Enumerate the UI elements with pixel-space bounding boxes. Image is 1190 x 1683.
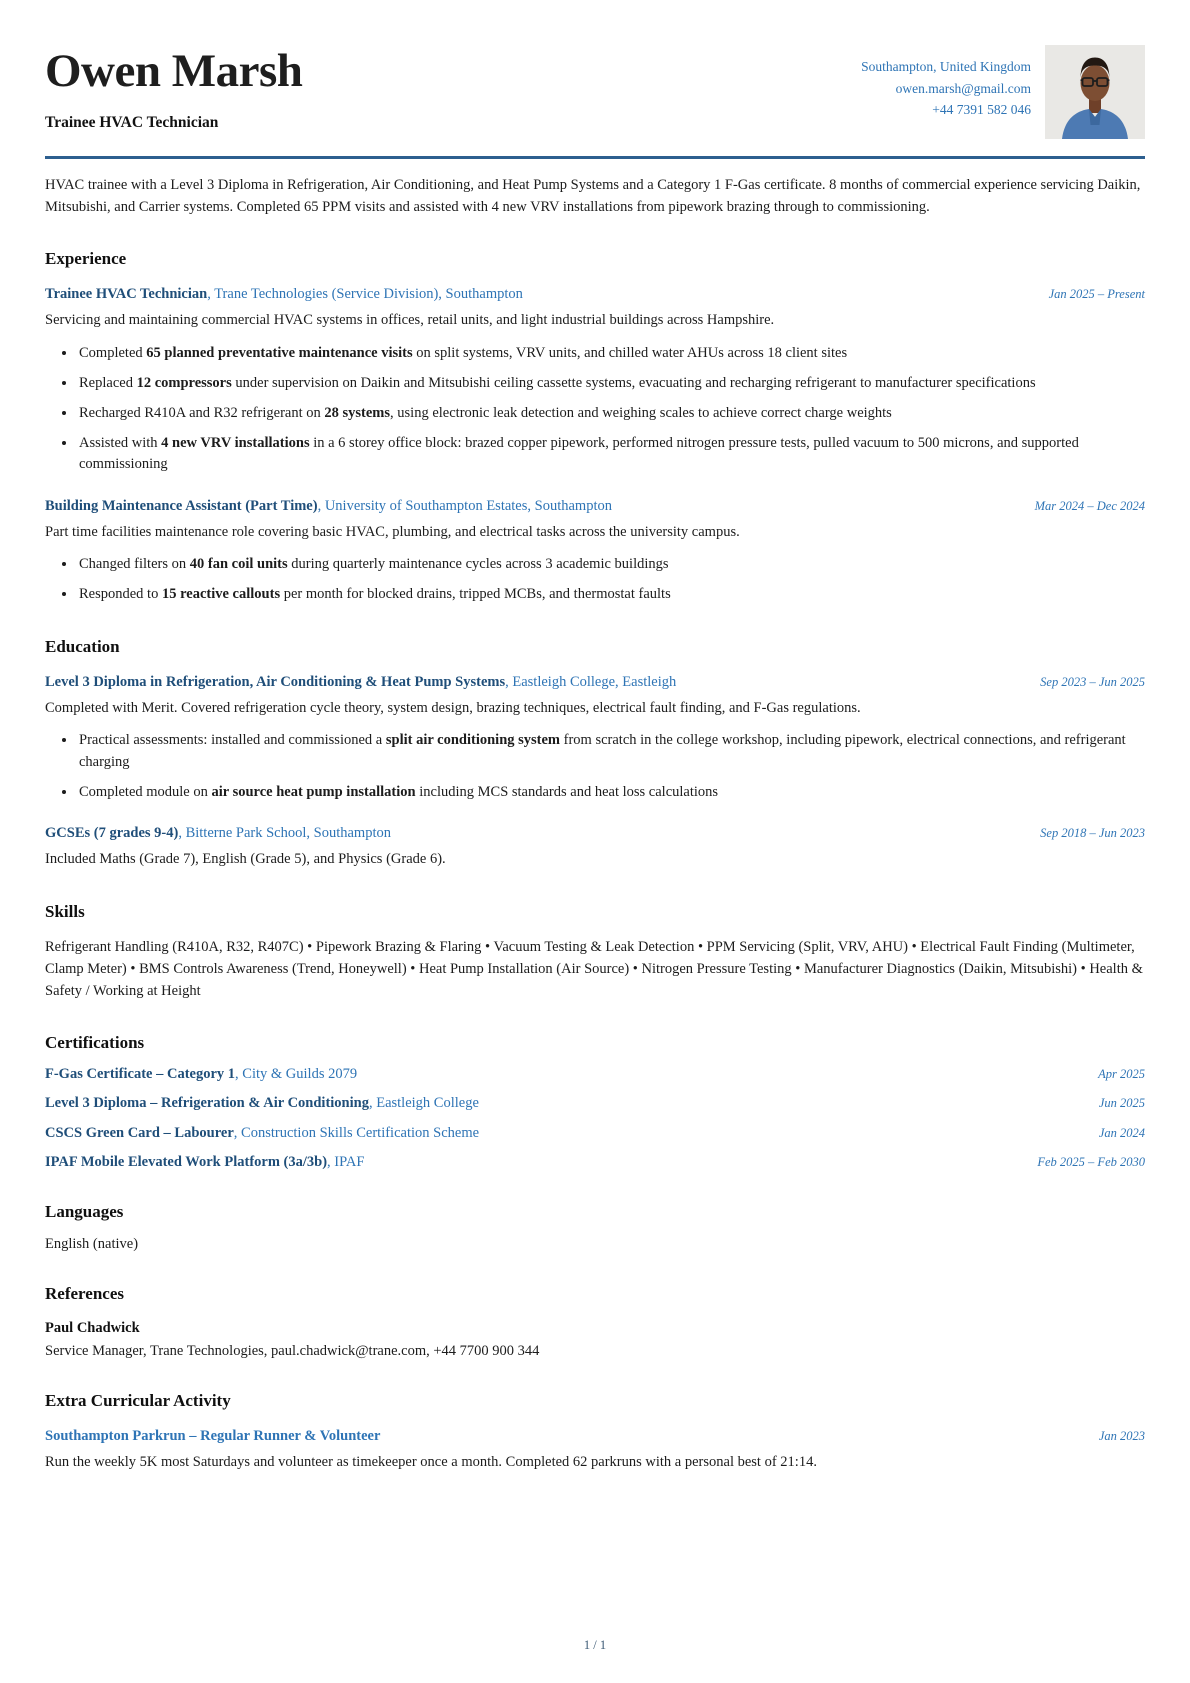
section-education xyxy=(45,637,1145,871)
entry-head xyxy=(45,286,1145,303)
cert-date: Jan 2024 xyxy=(1098,1125,1145,1140)
entry-description: Run the weekly 5K most Saturdays and volunteer as timekeeper once a month. Completed 62 parkruns with a personal best of 21:14. xyxy=(45,1454,817,1471)
cert-date: Feb 2025 – Feb 2030 xyxy=(1037,1155,1145,1170)
entry-description: Completed with Merit. Covered refrigeration cycle theory, system design, brazing techniques, electrical fault finding, and F-Gas regulations. xyxy=(45,699,861,716)
contact-block xyxy=(861,56,1031,121)
extra-entry xyxy=(45,1428,1145,1474)
bullet-item: • Completed 65 planned preventative maintenance visits on split systems, VRV units, and chilled water AHUs across 18 client sites xyxy=(77,343,1145,364)
entry-title: Trainee HVAC Technician xyxy=(45,286,208,303)
languages-text: English (native) xyxy=(45,1236,139,1253)
bullet-item: • Completed module on air source heat pump installation including MCS standards and heat loss calculations xyxy=(77,782,1145,803)
page-number: 1 / 1 xyxy=(583,1638,607,1652)
section-languages xyxy=(45,1202,1145,1253)
bullet-list xyxy=(45,343,1145,476)
entry-date: Sep 2018 – Jun 2023 xyxy=(1040,826,1145,841)
cert-title: F-Gas Certificate – Category 1 xyxy=(45,1065,236,1082)
entry-title-line xyxy=(45,674,1016,691)
reference-details: Service Manager, Trane Technologies, paul.chadwick@trane.com, +44 7700 900 344 xyxy=(45,1343,540,1360)
entry-title: Level 3 Diploma in Refrigeration, Air Conditioning & Heat Pump Systems xyxy=(45,673,506,690)
experience-entry xyxy=(45,286,1145,476)
entry-description: Included Maths (Grade 7), English (Grade 5), and Physics (Grade 6). xyxy=(45,851,446,868)
entry-org: , Eastleigh College, Eastleigh xyxy=(505,673,677,690)
entry-org: , University of Southampton Estates, Southampton xyxy=(317,497,612,514)
cert-title: Level 3 Diploma – Refrigeration & Air Conditioning xyxy=(45,1095,369,1112)
cert-date: Apr 2025 xyxy=(1098,1066,1145,1081)
bullet-item: • Assisted with 4 new VRV installations in a 6 storey office block: brazed copper pipework, performed nitrogen pressure tests, pulled vacuum to 500 microns, and supported commissioning xyxy=(77,433,1145,476)
cert-issuer: , City & Guilds 2079 xyxy=(235,1065,358,1082)
certification-row xyxy=(45,1095,1145,1112)
entry-head xyxy=(45,674,1145,691)
education-entry xyxy=(45,674,1145,804)
entry-title-line xyxy=(45,825,1016,842)
entry-head xyxy=(45,825,1145,842)
entry-date: Jan 2025 – Present xyxy=(1048,287,1145,302)
bullet-item: • Changed filters on 40 fan coil units during quarterly maintenance cycles across 3 academic buildings xyxy=(77,554,1145,575)
bullet-item: • Recharged R410A and R32 refrigerant on 28 systems, using electronic leak detection and weighing scales to achieve correct charge weights xyxy=(77,403,1145,424)
entry-head xyxy=(45,498,1145,515)
entry-description: Servicing and maintaining commercial HVAC systems in offices, retail units, and light industrial buildings across Hampshire. xyxy=(45,312,775,329)
section-extra-curricular xyxy=(45,1391,1145,1474)
section-experience xyxy=(45,249,1145,606)
education-entry xyxy=(45,825,1145,871)
bullet-list xyxy=(45,730,1145,803)
header-identity xyxy=(45,40,861,132)
job-title-subtitle: Trainee HVAC Technician xyxy=(45,113,219,131)
summary-text: HVAC trainee with a Level 3 Diploma in Refrigeration, Air Conditioning, and Heat Pump Systems and a Category 1 F-Gas certificate. 8 months of commercial experience servicing Daikin, Mitsubishi, and Carrier systems. Completed 65 PPM visits and assisted with 4 new VRV installations from pipework brazing through to commissioning. xyxy=(45,177,1141,216)
bullet-item: • Replaced 12 compressors under supervision on Daikin and Mitsubishi ceiling cassette systems, evacuating and recharging refrigerant to manufacturer specifications xyxy=(77,373,1145,394)
entry-title-line xyxy=(45,498,1011,515)
cert-date: Jun 2025 xyxy=(1098,1096,1145,1111)
section-heading-references: References xyxy=(45,1284,124,1304)
cert-issuer: , Eastleigh College xyxy=(368,1095,479,1112)
section-heading-education: Education xyxy=(45,636,120,656)
entry-org: , Bitterne Park School, Southampton xyxy=(178,825,391,842)
section-certifications xyxy=(45,1033,1145,1171)
entry-title-line xyxy=(45,286,1025,303)
page-title: Owen Marsh xyxy=(45,45,303,97)
cert-title: CSCS Green Card – Labourer xyxy=(45,1124,234,1141)
entry-date: Sep 2023 – Jun 2025 xyxy=(1040,674,1145,689)
section-heading-extra-curricular: Extra Curricular Activity xyxy=(45,1391,231,1411)
entry-title: GCSEs (7 grades 9-4) xyxy=(45,825,179,842)
entry-title: Building Maintenance Assistant (Part Time) xyxy=(45,497,318,514)
reference-name: Paul Chadwick xyxy=(45,1320,140,1337)
entry-title: Southampton Parkrun – Regular Runner & Volunteer xyxy=(45,1428,381,1445)
bullet-list xyxy=(45,554,1145,605)
cert-title: IPAF Mobile Elevated Work Platform (3a/3b) xyxy=(45,1154,328,1171)
skills-text: Refrigerant Handling (R410A, R32, R407C) • Pipework Brazing & Flaring • Vacuum Testing & Leak Detection • PPM Servicing (Split, VRV, AHU) • Electrical Fault Finding (Multimeter, Clamp Meter) • BMS Controls Awareness (Trend, Honeywell) • Heat Pump Installation (Air Source) • Nitrogen Pressure Testing • Manufacturer Diagnostics (Daikin, Mitsubishi) • Health & Safety / Working at Height xyxy=(45,939,1143,1000)
section-heading-skills: Skills xyxy=(45,902,85,922)
experience-entry xyxy=(45,498,1145,606)
section-heading-certifications: Certifications xyxy=(45,1033,145,1053)
entry-date: Mar 2024 – Dec 2024 xyxy=(1034,498,1145,513)
contact-location: Southampton, United Kingdom xyxy=(861,59,1031,74)
cert-issuer: , Construction Skills Certification Scheme xyxy=(233,1124,480,1141)
bullet-item: • Practical assessments: installed and commissioned a split air conditioning system from scratch in the college workshop, including pipework, electrical connections, and refrigerant charging xyxy=(77,730,1145,773)
section-heading-experience: Experience xyxy=(45,249,127,269)
entry-head xyxy=(45,1428,1145,1445)
entry-org: , Trane Technologies (Service Division), Southampton xyxy=(207,286,523,303)
entry-date: Jan 2023 xyxy=(1098,1429,1145,1444)
contact-phone: +44 7391 582 046 xyxy=(932,102,1031,117)
section-skills xyxy=(45,902,1145,1002)
entry-description: Part time facilities maintenance role covering basic HVAC, plumbing, and electrical tasks across the university campus. xyxy=(45,523,740,540)
certification-row xyxy=(45,1154,1145,1171)
section-references xyxy=(45,1284,1145,1360)
header xyxy=(45,40,1145,139)
section-heading-languages: Languages xyxy=(45,1202,124,1222)
header-divider xyxy=(45,156,1145,159)
profile-photo xyxy=(1045,45,1145,139)
certification-row xyxy=(45,1066,1145,1083)
contact-email: owen.marsh@gmail.com xyxy=(895,80,1031,96)
certification-row xyxy=(45,1125,1145,1142)
bullet-item: • Responded to 15 reactive callouts per month for blocked drains, tripped MCBs, and thermostat faults xyxy=(77,584,1145,605)
cert-issuer: , IPAF xyxy=(327,1154,365,1171)
